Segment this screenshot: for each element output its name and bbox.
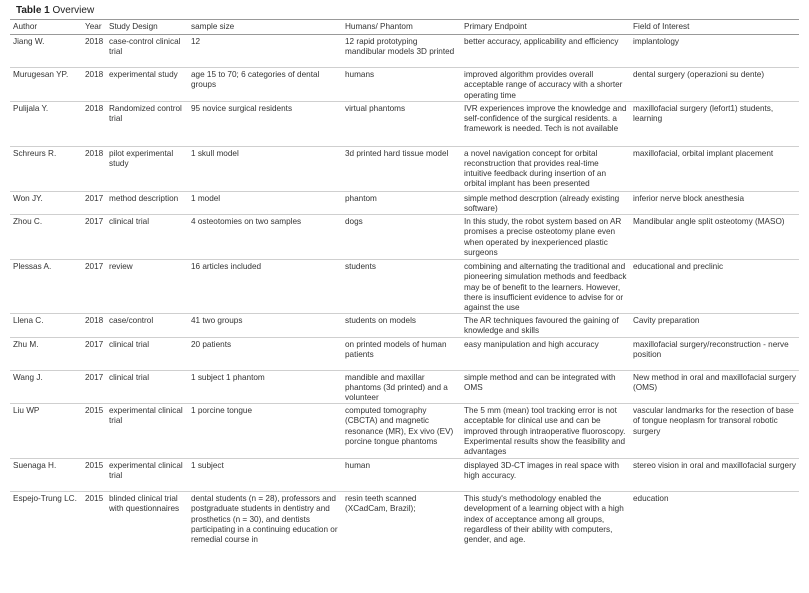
table-row [10,459,799,492]
table-row [10,370,799,404]
cell-field-of-interest: inferior nerve block anesthesia [630,191,799,214]
table-caption-title: Overview [52,5,95,16]
cell-study-design: clinical trial [106,370,188,404]
cell-author: Espejo-Trung LC. [13,494,77,504]
cell-year: 2017 [82,337,106,370]
table-row [10,35,799,68]
cell-field-of-interest: vascular landmarks for the resection of base of tongue neoplasm for transoral robotic surgery [630,404,799,459]
header-study-design: Study Design [106,20,188,35]
cell-field-of-interest: implantology [630,35,799,68]
cell-humans-phantom: dogs [342,215,461,260]
cell-author: Llena C. [10,314,82,337]
cell-primary-endpoint: improved algorithm provides overall acceptable range of accuracy with a shorter operating time [461,68,630,102]
cell-field-of-interest: maxillofacial surgery/reconstruction - nerve position [630,337,799,370]
cell-primary-endpoint: simple method descrption (already existing software) [461,191,630,214]
table-row [10,101,799,146]
table-row [10,260,799,314]
cell-year: 2017 [82,215,106,260]
cell-field-of-interest: education [633,494,669,504]
header-year: Year [82,20,106,35]
cell-humans-phantom: resin teeth scanned (XCadCam, Brazil); [345,494,417,514]
cell-author: Jiang W. [10,35,82,68]
table-row [10,68,799,102]
cell-primary-endpoint: displayed 3D-CT images in real space with high accuracy. [461,459,630,492]
cell-primary-endpoint: In this study, the robot system based on AR promises a precise osteotomy plane even when operated by inexperienced plastic surgeons [461,215,630,260]
cell-study-design: experimental study [106,68,188,102]
table-row [10,215,799,260]
cell-study-design: clinical trial [106,337,188,370]
cell-field-of-interest: educational and preclinic [630,260,799,314]
cell-sample-size: 20 patients [188,337,342,370]
cell-sample-size: 1 subject 1 phantom [188,370,342,404]
cell-author: Plessas A. [10,260,82,314]
header-sample-size: sample size [188,20,342,35]
cell-year: 2018 [82,35,106,68]
cell-author: Schreurs R. [10,146,82,191]
header-author: Author [10,20,82,35]
cell-study-design: Randomized control trial [106,101,188,146]
cell-author: Suenaga H. [10,459,82,492]
cell-humans-phantom: students on models [342,314,461,337]
cell-study-design: case-control clinical trial [106,35,188,68]
cell-primary-endpoint: IVR experiences improve the knowledge and self-confidence of the surgical residents. a framework is needed. Tech is not available [461,101,630,146]
cell-primary-endpoint: combining and alternating the traditional and pioneering simulation methods and feedback may be of benefit to the learners. However, there is insufficient evidence to advise for or against the use [461,260,630,314]
cell-humans-phantom: students [342,260,461,314]
cell-study-design: pilot experimental study [106,146,188,191]
cell-study-design: review [106,260,188,314]
cell-primary-endpoint: The 5 mm (mean) tool tracking error is not acceptable for clinical use and can be improved through intraoperative fluoroscopy. Experimental results show the feasibility and advantages [461,404,630,459]
cell-author: Liu WP [10,404,82,459]
cell-study-design: blinded clinical trial with questionnaires [109,494,180,514]
overview-table [10,19,799,552]
cell-sample-size: 95 novice surgical residents [188,101,342,146]
cell-sample-size: 1 skull model [188,146,342,191]
cell-year: 2018 [82,314,106,337]
cell-humans-phantom: computed tomography (CBCTA) and magnetic resonance (MR), Ex vivo (EV) porcine tongue phantoms [342,404,461,459]
cell-sample-size: age 15 to 70; 6 categories of dental groups [188,68,342,102]
table-row [10,492,799,553]
cell-field-of-interest: maxillofacial surgery (lefort1) students, learning [630,101,799,146]
table-row [10,191,799,214]
cell-primary-endpoint: This study's methodology enabled the development of a learning object with a high index of acceptance among all groups, regardless of their ability with computers, gender, and age. [464,494,624,545]
cell-year: 2018 [82,68,106,102]
cell-study-design: method description [106,191,188,214]
cell-sample-size: dental students (n = 28), professors and postgraduate students in dentistry and prosthetics (n = 30), and dentists participating in a continuing education or remedial course in [191,494,338,545]
cell-field-of-interest: Mandibular angle split osteotomy (MASO) [630,215,799,260]
cell-year: 2015 [82,459,106,492]
cell-author: Won JY. [10,191,82,214]
cell-author: Murugesan YP. [10,68,82,102]
table-row [10,146,799,191]
cell-study-design: case/control [106,314,188,337]
cell-sample-size: 1 porcine tongue [188,404,342,459]
cell-sample-size: 1 subject [188,459,342,492]
cell-field-of-interest: maxillofacial, orbital implant placement [630,146,799,191]
table-row [10,404,799,459]
cell-author: Zhou C. [10,215,82,260]
cell-year: 2015 [85,494,104,504]
cell-year: 2017 [82,260,106,314]
cell-field-of-interest: dental surgery (operazioni su dente) [630,68,799,102]
table-caption [16,5,799,17]
cell-study-design: experimental clinical trial [106,459,188,492]
cell-primary-endpoint: simple method and can be integrated with OMS [461,370,630,404]
cell-year: 2018 [82,146,106,191]
cell-field-of-interest: New method in oral and maxillofacial surgery (OMS) [630,370,799,404]
cell-author: Wang J. [10,370,82,404]
cell-primary-endpoint: The AR techniques favoured the gaining of knowledge and skills [461,314,630,337]
cell-sample-size: 12 [188,35,342,68]
cell-year: 2017 [82,191,106,214]
cell-sample-size: 41 two groups [188,314,342,337]
header-humans-phantom: Humans/ Phantom [342,20,461,35]
cell-author: Pulijala Y. [10,101,82,146]
table-caption-label: Table 1 [16,5,50,16]
cell-sample-size: 16 articles included [188,260,342,314]
cell-field-of-interest: Cavity preparation [630,314,799,337]
header-field-of-interest: Field of Interest [630,20,799,35]
cell-humans-phantom: 3d printed hard tissue model [342,146,461,191]
table-row [10,314,799,337]
cell-year: 2018 [82,101,106,146]
cell-study-design: experimental clinical trial [106,404,188,459]
cell-field-of-interest: stereo vision in oral and maxillofacial surgery [630,459,799,492]
cell-primary-endpoint: a novel navigation concept for orbital reconstruction that provides real-time intuitive feedback during insertion of an orbital implant has been presented [461,146,630,191]
cell-humans-phantom: humans [342,68,461,102]
cell-study-design: clinical trial [106,215,188,260]
cell-year: 2015 [82,404,106,459]
cell-sample-size: 1 model [188,191,342,214]
cell-humans-phantom: on printed models of human patients [342,337,461,370]
cell-sample-size: 4 osteotomies on two samples [188,215,342,260]
cell-humans-phantom: phantom [342,191,461,214]
table-header-row [10,20,799,35]
cell-primary-endpoint: better accuracy, applicability and efficiency [461,35,630,68]
cell-author: Zhu M. [10,337,82,370]
cell-primary-endpoint: easy manipulation and high accuracy [461,337,630,370]
header-primary-endpoint: Primary Endpoint [461,20,630,35]
cell-humans-phantom: human [342,459,461,492]
table-row [10,337,799,370]
cell-year: 2017 [82,370,106,404]
cell-humans-phantom: virtual phantoms [342,101,461,146]
cell-humans-phantom: mandible and maxillar phantoms (3d printed) and a volunteer [342,370,461,404]
cell-humans-phantom: 12 rapid prototyping mandibular models 3D printed [342,35,461,68]
